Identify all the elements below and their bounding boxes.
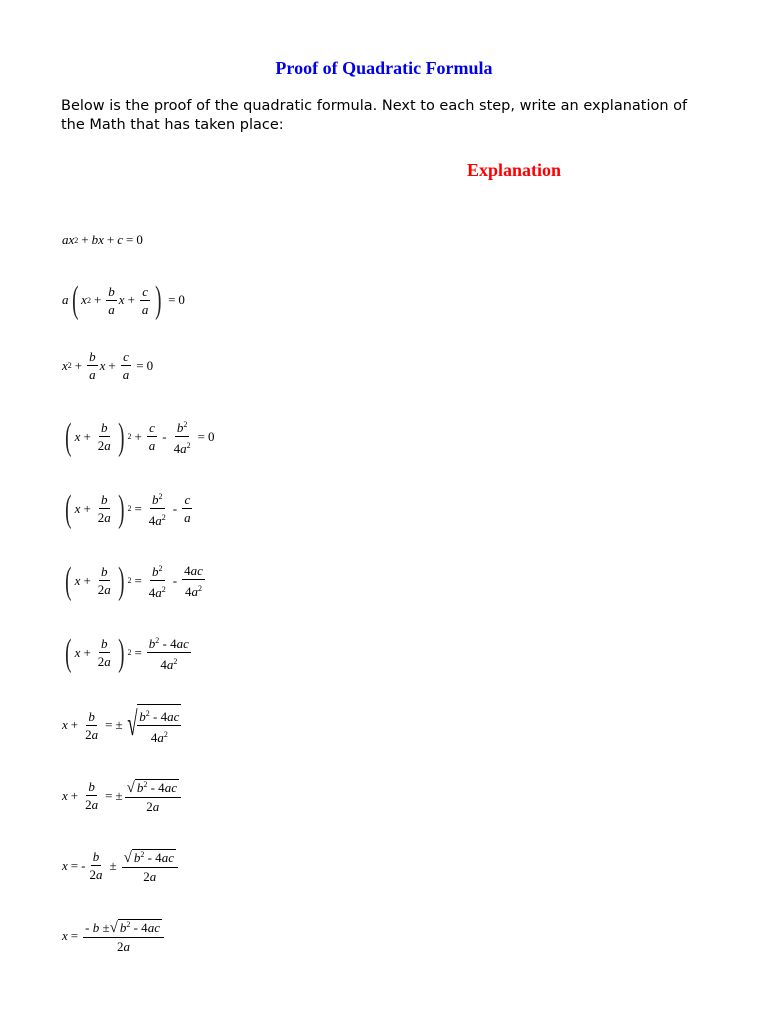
proof-step-5: ( x + $\frac{b}{2a}$ ) 2 = $\frac{b^2}{4a^2}$ - $\frac{c}{a}$ — [65, 487, 191, 530]
explanation-heading: Explanation — [467, 160, 562, 180]
proof-step-1: ax 2 + bx + c = 0 — [62, 232, 143, 247]
proof-step-4: ( x + $\frac{b}{2a}$ ) 2 + $\frac{c}{a}$ - $\frac{b^2}{4a^2}$ = 0 — [65, 415, 215, 458]
proof-step-2: a ( x 2 + $\frac{b}{a}$ x + $\frac{c}{a}$ ) = 0 — [62, 279, 185, 321]
proof-step-6: ( x + $\frac{b}{2a}$ ) 2 = $\frac{b^2}{4a^2}$ - $\frac{4ac}{4a^2}$ — [65, 559, 203, 602]
proof-step-9: x + $\frac{b}{2a}$ = ± $\frac{√ b^2 - 4ac}{2a}$ — [62, 776, 183, 815]
proof-step-10: x = - $\frac{b}{2a}$ ± $\frac{√ b^2 - 4ac}{2a}$ — [62, 846, 180, 885]
proof-step-3: x 2 + $\frac{b}{a}$ x + $\frac{c}{a}$ = 0 — [62, 349, 154, 382]
proof-step-7: ( x + $\frac{b}{2a}$ ) 2 = $\frac{b^2 - 4ac}{4a^2}$ — [65, 631, 189, 674]
proof-step-8: x + $\frac{b}{2a}$ = ± √ $\frac{b^2 - 4ac}{4a^2}$ — [62, 706, 180, 745]
page-title: Proof of Quadratic Formula — [275, 58, 493, 78]
intro-text: Below is the proof of the quadratic formula. Next to each step, write an explanation of the Math that has taken place: — [61, 98, 688, 133]
proof-step-11: x = $\frac{- b \pm√ b^2 - 4ac}{2a}$ — [62, 916, 166, 955]
